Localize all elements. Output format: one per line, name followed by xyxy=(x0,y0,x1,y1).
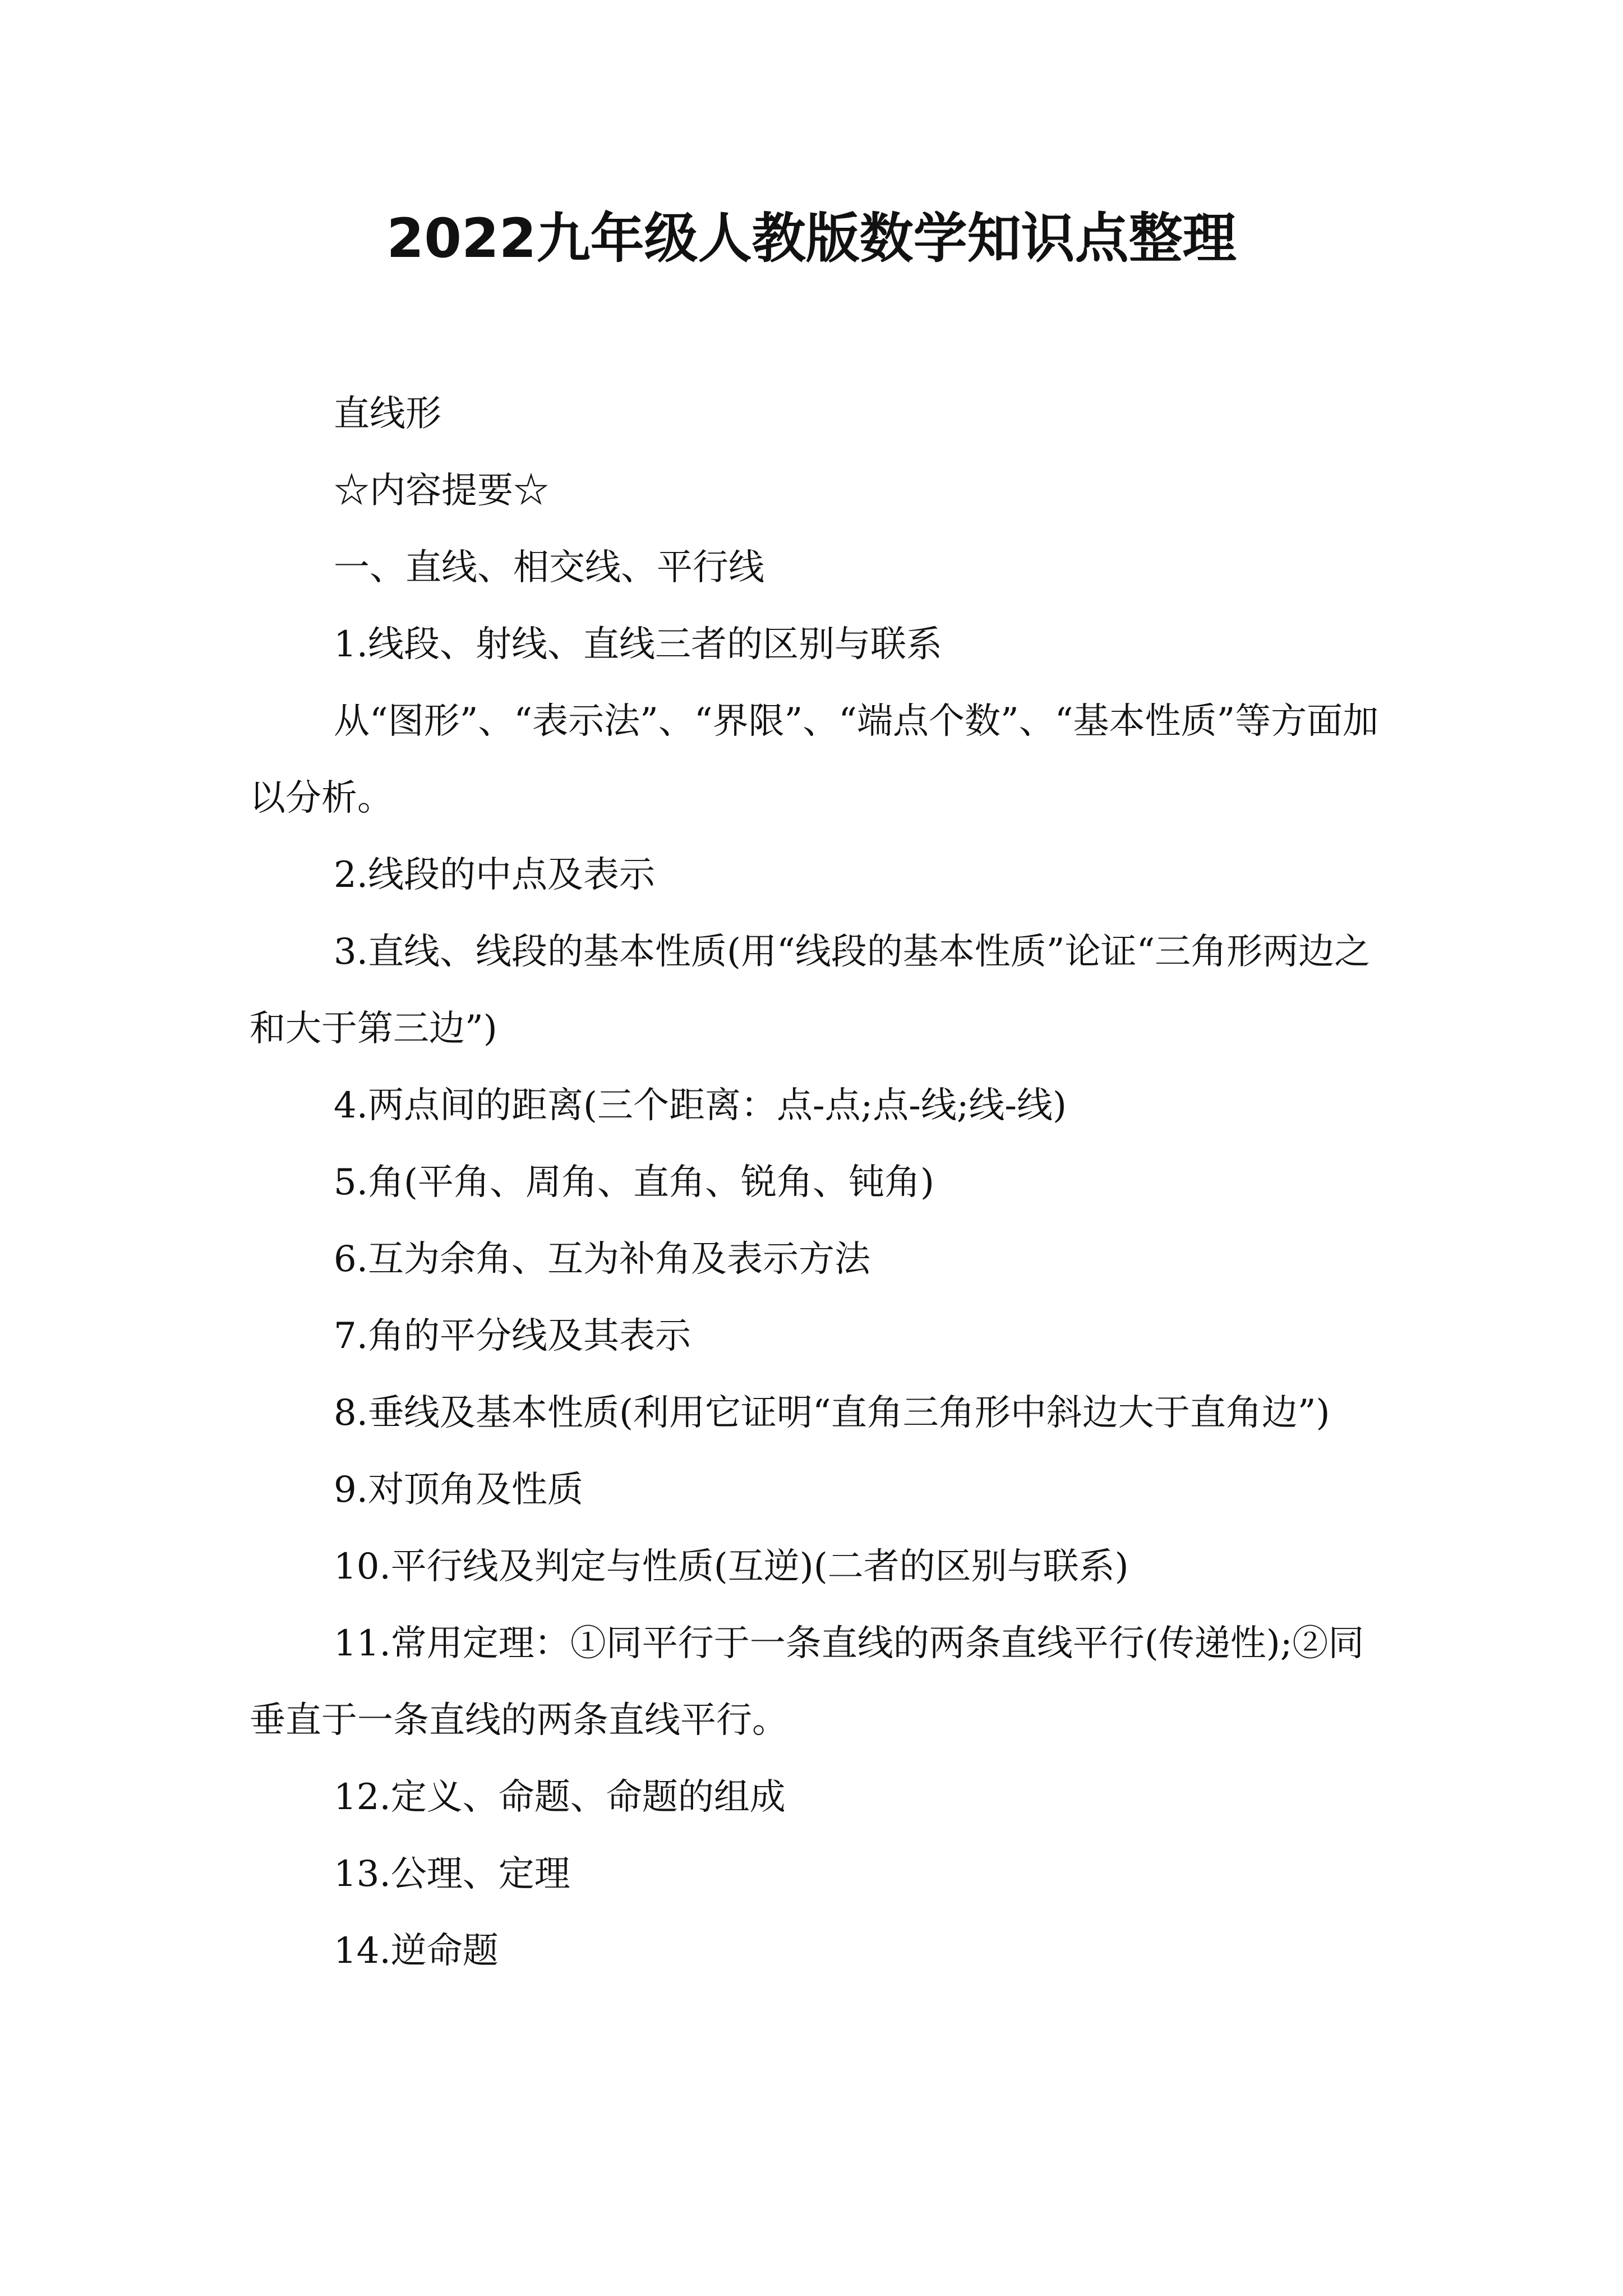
list-item: 11.常用定理：①同平行于一条直线的两条直线平行(传递性);②同垂直于一条直线的两条直线平行。 xyxy=(250,1623,1364,1741)
paragraph: 从“图形”、“表示法”、“界限”、“端点个数”、“基本性质”等方面加以分析。 xyxy=(250,701,1379,819)
list-item: 3.直线、线段的基本性质(用“线段的基本性质”论证“三角形两边之和大于第三边”) xyxy=(250,931,1371,1050)
summary-heading: ☆内容提要☆ xyxy=(334,470,549,512)
list-item: 2.线段的中点及表示 xyxy=(334,854,656,896)
list-item: 8.垂线及基本性质(利用它证明“直角三角形中斜边大于直角边”) xyxy=(334,1392,1330,1434)
list-item: 7.角的平分线及其表示 xyxy=(334,1315,691,1357)
list-item: 13.公理、定理 xyxy=(334,1853,570,1895)
list-item: 12.定义、命题、命题的组成 xyxy=(334,1777,786,1818)
list-item: 14.逆命题 xyxy=(334,1930,499,1972)
list-item: 4.两点间的距离(三个距离：点-点;点-线;线-线) xyxy=(334,1085,1067,1126)
list-item: 5.角(平角、周角、直角、锐角、钝角) xyxy=(334,1162,934,1203)
document-body xyxy=(250,376,1382,1990)
document-title: 2022九年级人教版数学知识点整理 xyxy=(386,207,1237,270)
list-item: 1.线段、射线、直线三者的区别与联系 xyxy=(334,624,943,665)
list-item: 10.平行线及判定与性质(互逆)(二者的区别与联系) xyxy=(334,1546,1129,1588)
list-item: 6.互为余角、互为补角及表示方法 xyxy=(334,1239,871,1280)
chapter-heading: 一、直线、相交线、平行线 xyxy=(334,547,764,588)
section-heading: 直线形 xyxy=(334,393,441,435)
list-item: 9.对顶角及性质 xyxy=(334,1469,584,1511)
